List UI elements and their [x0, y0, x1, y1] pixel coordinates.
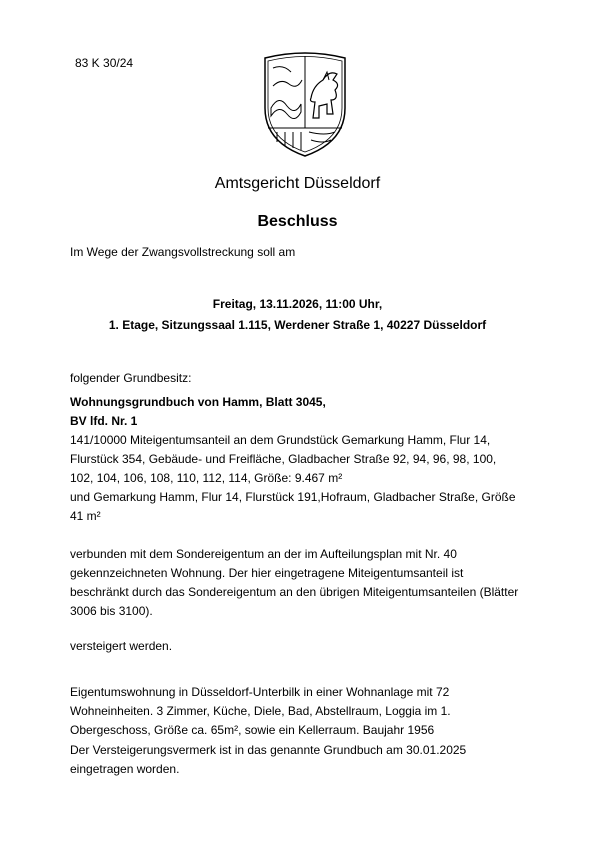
document-heading: Beschluss	[257, 213, 338, 230]
special-ownership-line: 3006 bis 3100).	[70, 604, 153, 618]
auction-statement: versteigert werden.	[70, 639, 173, 653]
apartment-description	[70, 683, 510, 740]
court-name: Amtsgericht Düsseldorf	[214, 175, 381, 192]
property-desc-line: 102, 104, 106, 108, 110, 112, 114, Größe: 9.467 m²	[70, 471, 343, 485]
apartment-line: Obergeschoss, Größe ca. 65m², sowie ein Kellerraum. Baujahr 1956	[70, 723, 435, 737]
apartment-line: Wohneinheiten. 3 Zimmer, Küche, Diele, Bad, Abstellraum, Loggia im 1.	[70, 704, 451, 718]
property-intro: folgender Grundbesitz:	[70, 371, 192, 385]
coat-of-arms-icon	[257, 50, 353, 160]
intro-text: Im Wege der Zwangsvollstreckung soll am	[70, 245, 296, 259]
special-ownership-line: beschränkt durch das Sondereigentum an den übrigen Miteigentumsanteilen (Blätter	[70, 585, 519, 599]
special-ownership-block	[70, 545, 519, 621]
registration-line: Der Versteigerungsvermerk ist in das genannte Grundbuch am 30.01.2025	[70, 743, 467, 757]
appointment-location: 1. Etage, Sitzungssaal 1.115, Werdener Straße 1, 40227 Düsseldorf	[108, 318, 487, 332]
special-ownership-line: gekennzeichneten Wohnung. Der hier eingetragene Miteigentumsanteil ist	[70, 566, 464, 580]
property-bv-number: BV lfd. Nr. 1	[70, 414, 138, 428]
appointment-date: Freitag, 13.11.2026, 11:00 Uhr,	[212, 297, 383, 311]
property-desc-line: 41 m²	[70, 509, 101, 523]
registration-note	[70, 741, 510, 779]
property-title: Wohnungsgrundbuch von Hamm, Blatt 3045,	[70, 395, 326, 409]
registration-line: eingetragen worden.	[70, 762, 180, 776]
property-desc-line: und Gemarkung Hamm, Flur 14, Flurstück 191,Hofraum, Gladbacher Straße, Größe	[70, 490, 516, 504]
property-block	[70, 393, 516, 526]
property-desc-line: Flurstück 354, Gebäude- und Freifläche, Gladbacher Straße 92, 94, 96, 98, 100,	[70, 452, 497, 466]
special-ownership-line: verbunden mit dem Sondereigentum an der im Aufteilungsplan mit Nr. 40	[70, 547, 457, 561]
apartment-line: Eigentumswohnung in Düsseldorf-Unterbilk in einer Wohnanlage mit 72	[70, 685, 450, 699]
property-desc-line: 141/10000 Miteigentumsanteil an dem Grundstück Gemarkung Hamm, Flur 14,	[70, 433, 491, 447]
file-number: 83 K 30/24	[75, 56, 134, 70]
